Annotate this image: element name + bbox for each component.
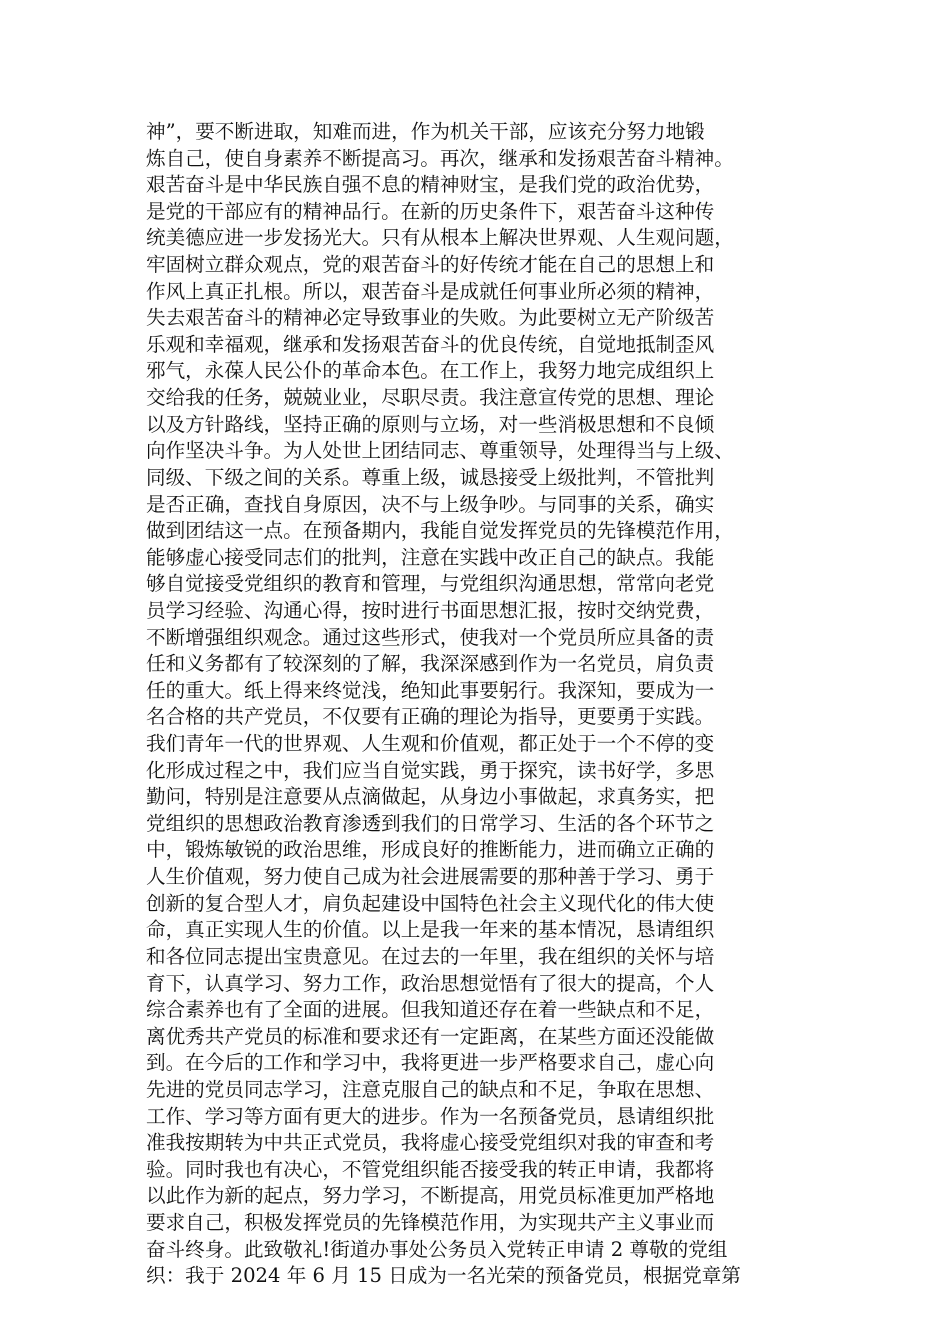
text-line: 失去艰苦奋斗的精神必定导致事业的失败。为此要树立无产阶级苦 [146,306,715,330]
text-line: 是否正确，查找自身原因，决不与上级争吵。与同事的关系，确实 [146,492,715,516]
text-line: 创新的复合型人才，肩负起建设中国特色社会主义现代化的伟大使 [146,891,715,915]
text-line: 神”，要不断进取，知难而进，作为机关干部，应该充分努力地锻 [146,120,705,143]
text-line: 任的重大。纸上得来终觉浅，绝知此事要躬行。我深知，要成为一 [146,678,715,702]
text-line: 员学习经验、沟通心得，按时进行书面思想汇报，按时交纳党费， [146,598,715,622]
text-line: 先进的党员同志学习，注意克服自己的缺点和不足，争取在思想、 [146,1077,715,1101]
text-line: 以此作为新的起点，努力学习，不断提高，用党员标准更加严格地 [146,1184,715,1208]
text-line: 要求自己，积极发挥党员的先锋模范作用，为实现共产主义事业而 [146,1210,715,1234]
text-line: 做到团结这一点。在预备期内，我能自觉发挥党员的先锋模范作用， [146,519,734,543]
text-line: 够自觉接受党组织的教育和管理，与党组织沟通思想，常常向老党 [146,572,715,596]
text-line: 向作坚决斗争。为人处世上团结同志、尊重领导，处理得当与上级、 [146,439,734,463]
text-line: 邪气，永葆人民公仆的革命本色。在工作上，我努力地完成组织上 [146,359,715,383]
text-line: 验。同时我也有决心，不管党组织能否接受我的转正申请，我都将 [146,1157,715,1181]
text-line: 我们青年一代的世界观、人生观和价值观，都正处于一个不停的变 [146,732,715,756]
text-line: 以及方针路线，坚持正确的原则与立场，对一些消极思想和不良倾 [146,412,715,436]
text-line: 勤问，特别是注意要从点滴做起，从身边小事做起，求真务实，把 [146,785,715,809]
text-line: 任和义务都有了较深刻的了解，我深深感到作为一名党员，肩负责 [146,652,715,676]
text-line: 乐观和幸福观，继承和发扬艰苦奋斗的优良传统，自觉地抵制歪风 [146,332,715,356]
text-line: 中，锻炼敏锐的政治思维，形成良好的推断能力，进而确立正确的 [146,838,715,862]
text-line: 工作、学习等方面有更大的进步。作为一名预备党员，恳请组织批 [146,1104,715,1128]
text-line: 织：我于 2024 年 6 月 15 日成为一名光荣的预备党员，根据党章第 [146,1264,741,1288]
text-line: 奋斗终身。此致敬礼!街道办事处公务员入党转正申请 2 尊敬的党组 [146,1237,728,1261]
text-line: 人生价值观，努力使自己成为社会进展需要的那种善于学习、勇于 [146,865,715,889]
body-text [146,119,806,1290]
text-line: 化形成过程之中，我们应当自觉实践，勇于探究，读书好学，多思 [146,758,715,782]
text-line: 命，真正实现人生的价值。以上是我一年来的基本情况，恳请组织 [146,918,715,942]
text-line: 名合格的共产党员，不仅要有正确的理论为指导，更要勇于实践。 [146,705,715,729]
text-line: 到。在今后的工作和学习中，我将更进一步严格要求自己，虚心向 [146,1051,715,1075]
text-line: 准我按期转为中共正式党员，我将虚心接受党组织对我的审查和考 [146,1131,715,1155]
text-line: 和各位同志提出宝贵意见。在过去的一年里，我在组织的关怀与培 [146,944,715,968]
text-line: 艰苦奋斗是中华民族自强不息的精神财宝，是我们党的政治优势， [146,173,715,197]
text-line: 统美德应进一步发扬光大。只有从根本上解决世界观、人生观问题， [146,226,734,250]
text-line: 炼自己，使自身素养不断提高习。再次，继承和发扬艰苦奋斗精神。 [146,146,734,170]
text-line: 党组织的思想政治教育渗透到我们的日常学习、生活的各个环节之 [146,811,715,835]
text-line: 牢固树立群众观点，党的艰苦奋斗的好传统才能在自己的思想上和 [146,253,715,277]
text-line: 是党的干部应有的精神品行。在新的历史条件下，艰苦奋斗这种传 [146,199,715,223]
text-line: 能够虚心接受同志们的批判，注意在实践中改正自己的缺点。我能 [146,545,715,569]
text-line: 综合素养也有了全面的进展。但我知道还存在着一些缺点和不足， [146,998,715,1022]
text-line: 同级、下级之间的关系。尊重上级，诚恳接受上级批判，不管批判 [146,465,715,489]
text-line: 育下，认真学习、努力工作，政治思想觉悟有了很大的提高，个人 [146,971,715,995]
text-line: 不断增强组织观念。通过这些形式，使我对一个党员所应具备的责 [146,625,715,649]
text-line: 交给我的任务，兢兢业业，尽职尽责。我注意宣传党的思想、理论 [146,386,715,410]
text-line: 离优秀共产党员的标准和要求还有一定距离，在某些方面还没能做 [146,1024,715,1048]
text-line: 作风上真正扎根。所以，艰苦奋斗是成就任何事业所必须的精神， [146,279,715,303]
